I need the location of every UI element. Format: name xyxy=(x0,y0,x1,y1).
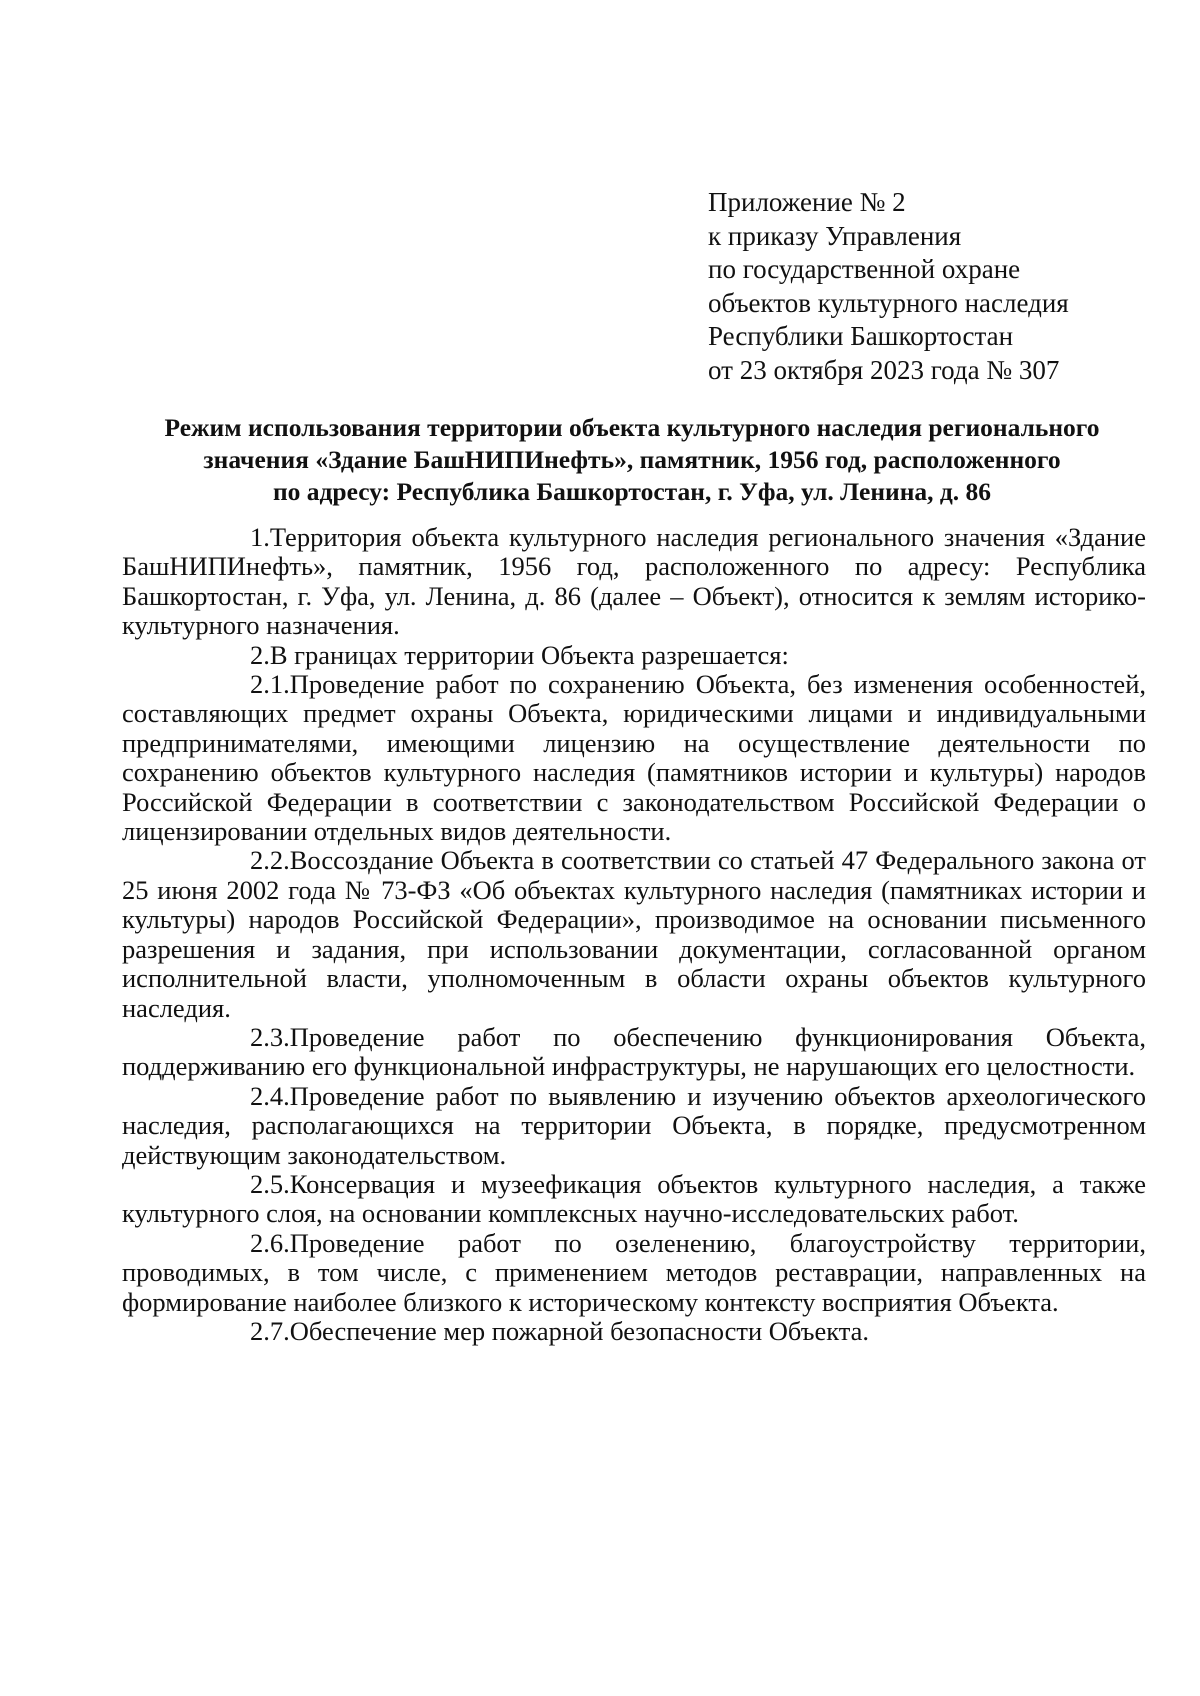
title-line: Режим использования территории объекта культурного наследия регионального xyxy=(164,413,1100,442)
paragraph-text: Консервация и музеефикация объектов культурного наследия, а также культурного слоя, на основании комплексных научно-исследовательских работ. xyxy=(122,1168,1146,1229)
appendix-line: Приложение № 2 xyxy=(708,187,906,217)
document-body xyxy=(122,523,1146,1346)
paragraph-2-5 xyxy=(122,1170,1146,1229)
paragraph-text: Территория объекта культурного наследия регионального значения «Здание БашНИПИнефть», памятник, 1956 год, расположенного по адресу: Республика Башкортостан, г. Уфа, ул. Ленина, д. 86 (далее – Объект), относится к землям историко-культурного назначения. xyxy=(122,522,1146,641)
paragraph-number: 2.6. xyxy=(250,1227,290,1258)
paragraph-text: Проведение работ по обеспечению функционирования Объекта, поддерживанию его функциональной инфраструктуры, не нарушающих его целостности. xyxy=(122,1021,1146,1082)
document-title xyxy=(118,412,1146,508)
paragraph-number: 2.4. xyxy=(250,1080,290,1111)
paragraph-text: В границах территории Объекта разрешается: xyxy=(269,639,789,670)
paragraph-number: 2.3. xyxy=(250,1021,290,1052)
paragraph-text: Проведение работ по выявлению и изучению объектов археологического наследия, располагающихся на территории Объекта, в порядке, предусмотренном действующим законодательством. xyxy=(122,1080,1146,1170)
paragraph-2-6 xyxy=(122,1229,1146,1317)
paragraph-2 xyxy=(122,641,1146,670)
paragraph-2-7 xyxy=(122,1317,1146,1346)
paragraph-number: 2.2. xyxy=(250,845,290,876)
appendix-line: объектов культурного наследия xyxy=(708,287,1069,318)
appendix-block xyxy=(708,186,1148,387)
paragraph-2-1 xyxy=(122,670,1146,846)
paragraph-number: 2.1. xyxy=(250,669,290,700)
paragraph-number: 2.7. xyxy=(250,1315,290,1346)
appendix-line: Республики Башкортостан xyxy=(708,321,1014,351)
paragraph-text: Воссоздание Объекта в соответствии со статьей 47 Федерального закона от 25 июня 2002 года № 73-ФЗ «Об объектах культурного наследия (памятниках истории и культуры) народов Российской Федерации», производимое на основании письменного разрешения и задания, при использовании документации, согласованной органом исполнительной власти, уполномоченным в области охраны объектов культурного наследия. xyxy=(122,845,1146,1023)
title-line: значения «Здание БашНИПИнефть», памятник, 1956 год, расположенного xyxy=(203,445,1061,474)
paragraph-text: Обеспечение мер пожарной безопасности Объекта. xyxy=(289,1315,870,1346)
paragraph-number: 2.5. xyxy=(250,1168,290,1199)
appendix-line: от 23 октября 2023 года № 307 xyxy=(708,354,1060,385)
appendix-line: по государственной охране xyxy=(708,254,1021,284)
paragraph-2-2 xyxy=(122,846,1146,1022)
paragraph-text: Проведение работ по озеленению, благоустройству территории, проводимых, в том числе, с применением методов реставрации, направленных на формирование наиболее близкого к историческому контексту восприятия Объекта. xyxy=(122,1227,1146,1317)
paragraph-number: 2. xyxy=(250,639,270,670)
paragraph-text: Проведение работ по сохранению Объекта, без изменения особенностей, составляющих предмет охраны Объекта, юридическими лицами и индивидуальными предпринимателями, имеющими лицензию на осуществление деятельности по сохранению объектов культурного наследия (памятников истории и культуры) народов Российской Федерации в соответствии с законодательством Российской Федерации о лицензировании отдельных видов деятельности. xyxy=(122,669,1146,847)
paragraph-number: 1. xyxy=(250,522,270,552)
paragraph-1 xyxy=(122,523,1146,641)
appendix-line: к приказу Управления xyxy=(708,220,962,251)
paragraph-2-4 xyxy=(122,1082,1146,1170)
paragraph-2-3 xyxy=(122,1023,1146,1082)
title-line: по адресу: Республика Башкортостан, г. Уфа, ул. Ленина, д. 86 xyxy=(272,477,992,506)
